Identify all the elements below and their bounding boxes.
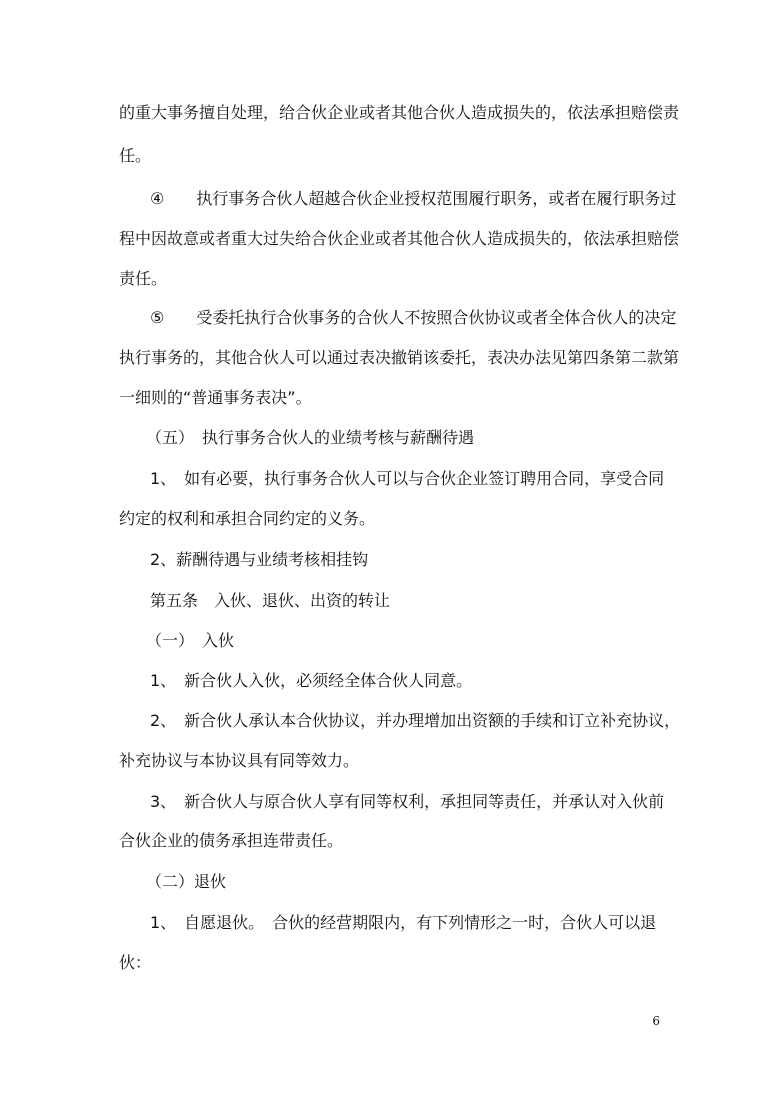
item-3: 3、 新合伙人与原合伙人享有同等权利，承担同等责任，并承认对入伙前	[150, 792, 665, 811]
body-line: 执行事务的，其他合伙人可以通过表决撤销该委托，表决办法见第四条第二款第	[119, 348, 680, 367]
item-1: 1、 自愿退伙。 合伙的经营期限内，有下列情形之一时，合伙人可以退	[150, 913, 657, 932]
body-line: 伙：	[119, 953, 152, 972]
body-line: 责任。	[119, 269, 168, 288]
section-heading: （一） 入伙	[146, 631, 235, 650]
body-line: 的重大事务擅自处理，给合伙企业或者其他合伙人造成损失的，依法承担赔偿责	[119, 103, 680, 122]
body-line: 一细则的“普通事务表决”。	[119, 388, 312, 407]
item-1: 1、 新合伙人入伙，必须经全体合伙人同意。	[150, 671, 473, 690]
body-line: 合伙企业的债务承担连带责任。	[119, 831, 344, 850]
body-line: 任。	[119, 146, 152, 165]
item-2: 2、 新合伙人承认本合伙协议，并办理增加出资额的手续和订立补充协议，	[150, 711, 681, 730]
body-line: 程中因故意或者重大过失给合伙企业或者其他合伙人造成损失的，依法承担赔偿	[119, 229, 680, 248]
item-2: 2、薪酬待遇与业绩考核相挂钩	[150, 550, 369, 569]
clause-4: ④ 执行事务合伙人超越合伙企业授权范围履行职务，或者在履行职务过	[150, 189, 677, 208]
section-heading: （二）退伙	[146, 872, 227, 891]
body-line: 补充协议与本协议具有同等效力。	[119, 751, 360, 770]
section-heading: （五） 执行事务合伙人的业绩考核与薪酬待遇	[146, 428, 475, 447]
item-1: 1、 如有必要，执行事务合伙人可以与合伙企业签订聘用合同，享受合同	[150, 469, 665, 488]
article-heading: 第五条 入伙、退伙、出资的转让	[150, 591, 391, 610]
page-number: 6	[652, 1014, 660, 1028]
clause-5: ⑤ 受委托执行合伙事务的合伙人不按照合伙协议或者全体合伙人的决定	[150, 308, 677, 327]
body-line: 约定的权利和承担合同约定的义务。	[119, 509, 376, 528]
